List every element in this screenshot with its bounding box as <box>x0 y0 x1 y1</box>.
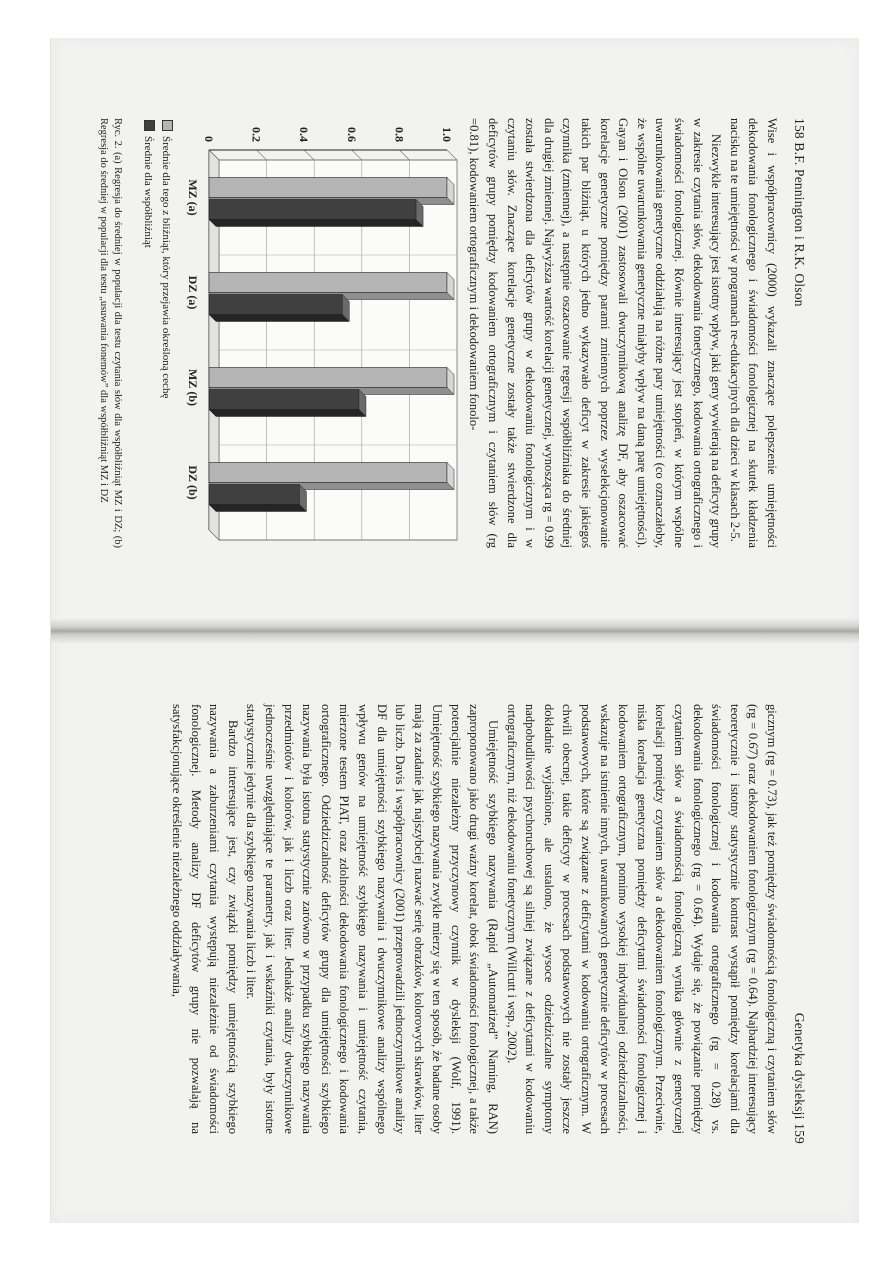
bar-chart <box>169 100 459 560</box>
bar <box>209 178 447 198</box>
y-tick-label: 0.6 <box>344 127 359 142</box>
left-body-text <box>465 118 781 548</box>
book-scan <box>50 38 859 1223</box>
bar-side <box>209 505 306 512</box>
book-spread <box>51 38 859 1223</box>
bar <box>209 200 416 220</box>
left-running-head: 158 B.F. Pennington i R.K. Olson <box>792 118 807 307</box>
legend-swatch-dark <box>144 120 155 131</box>
x-tick-label: DZ (b) <box>186 465 200 500</box>
legend-item-indicated <box>160 120 173 398</box>
bar <box>209 295 342 315</box>
bar <box>209 463 447 483</box>
figure-bar-chart <box>129 100 459 560</box>
x-tick-label: MZ (b) <box>186 369 200 406</box>
bar <box>209 390 359 410</box>
legend-label: Średnie dla współbliźniąt <box>142 136 154 248</box>
x-tick-label: MZ (a) <box>186 179 200 216</box>
legend-label: Średnie dla tego z bliźniąt, który przejawia określoną cechę <box>160 136 172 399</box>
bar-side <box>209 315 349 322</box>
grid-line <box>447 150 457 160</box>
left-page <box>51 58 859 618</box>
bar <box>209 485 299 505</box>
y-tick-label: 0.4 <box>297 127 312 142</box>
legend-item-cotwin <box>142 120 155 248</box>
y-tick-label: 0 <box>202 136 216 142</box>
bar <box>209 368 447 388</box>
y-tick-label: 0.8 <box>392 127 407 142</box>
right-running-head: Genetyka dysleksji 159 <box>792 1012 807 1144</box>
y-tick-label: 0.2 <box>249 127 264 142</box>
right-paragraph: gicznym (rg = 0.73), jak też pomiędzy świadomością fonologiczną i czytaniem słów (rg = 0.67) oraz dekodowaniem fonologicznym (rg = 0.64). Najbardziej interesujący teoretycznie i istotny statystycznie kontrast wystąpił pomiędzy korelacjami dla świadomości fonologicznej i kodowania ortograficznego (rg = 0.28) vs. dekodowania fonologicznego (rg = 0.64). Wydaje się, że powiązanie pomiędzy czytaniem słów a świadomością fonologiczną wynika głównie z genetycznej korelacji pomiędzy czytaniem słów a dekodowaniem fonologicznym. Przeciwnie, niska korelacja genetyczna pomiędzy deficytami świadomości fonologicznej i kodowaniem ortograficznym, pomimo wysokiej indywidualnej odziedziczalności, wskazuje na istnienie innych, uwarunkowanych genetycznie deficytów w procesach podstawowych, które są związane z deficytami w kodowaniu ortograficznym. W chwili obecnej, takie deficyty w procesach podstawowych nie zostały jeszcze dokładnie wyjaśnione, ale ustalono, że wysoce odziedziczalne symptomy nadpobudliwości psychoruchowej są silniej związane z deficytami w kodowaniu ortograficznym, niż dekodowaniu fonetycznym (Willcutt i wsp., 2002). <box>504 704 779 1134</box>
right-paragraph: Umiejętność szybkiego nazywania (Rapid „Automatized” Naming, RAN) zaproponowano jako drugi ważny korelat, obok świadomości fonologicznej, a także potencjalnie niezależny przyczynowy czynnik w dysleksji (Wolf, 1991). Umiejętność szybkiego nazywania zwykle mierzy się w ten sposób, że badane osoby mają za zadanie jak najszybciej nazwać serię obrazków, kolorowych skrawków, liter lub liczb. Davis i współpracownicy (2001) przeprowadzili jednoczynnikowe analizy DF dla umiejętności szybkiego nazywania i dwuczynnikowe analizy wspólnego wpływu genów na umiejętność szybkiego nazywania i umiejętność czytania, mierzone testem PIAT, oraz zdolności dekodowania fonologicznego i kodowania ortograficznego. Odziedziczalność deficytów grupy dla umiejętności szybkiego nazywania była istotna statystycznie zarówno w przypadku szybkiego nazywania przedmiotów i kolorów, jak i liczb oraz liter. Jednakże analizy dwuczynnikowe jednocześnie uwzględniające te parametry, jak i wskaźniki czytania, były istotne statystycznie jedynie dla szybkiego nazywania liczb i liter. <box>244 704 501 1134</box>
left-paragraph: Niezwykle interesujący jest istotny wpływ, jaki geny wywierają na deficyty grupy w zakresie czytania słów, dekodowania fonetycznego, kodowania ortograficznego i świadomości fonologicznej. Równie interesujący jest stopień, w którym wspólne uwarunkowania genetyczne oddziałują na różne pary umiejętności (co oznaczałoby, że wspólne uwarunkowania genetyczne miałyby wpływ na daną parę umiejętności). Gayan i Olson (2001) zastosowali dwuczynnikową analizę DF, aby oszacować korelacje genetyczne pomiędzy parami zmiennych poprzez wyselekcjonowanie takich par bliźniąt, u których jedno wykazywało deficyt w zakresie jakiegoś czynnika (zmiennej), a następnie oszacowanie regresji współbliźniaka do średniej dla drugiej zmiennej. Najwyższa wartość korelacji genetycznej, wynosząca rg = 0.99 została stwierdzona dla deficytów grupy w dekodowaniu fonologicznym i w czytaniu słów. Znaczące korelacje genetyczne zostały także stwierdzone dla deficytów grupy pomiędzy kodowaniem ortograficznym i czytaniem słów (rg =0.81), kodowaniem ortograficznym i dekodowaniem fonolo- <box>467 118 724 548</box>
grid-line <box>257 150 267 160</box>
legend-swatch-light <box>162 120 173 131</box>
bar-side <box>209 410 366 417</box>
grid-line <box>352 150 362 160</box>
right-body-text <box>167 704 781 1134</box>
left-paragraph: Wise i współpracownicy (2000) wykazali znaczące polepszenie umiejętności dekodowania fonologicznego i świadomości fonologicznej na skutek kładzenia nacisku na te umiejętności w programach re-edukacyjnych dla dzieci w klasach 2-5. <box>727 118 779 548</box>
figure-caption: Ryc. 2. (a) Regresja do średniej w populacji dla testu czytania słów dla współbliźniąt MZ i DZ; (b) Regresja do średniej w populacji dla testu „usuwania fonemów” dla współbliźniąt MZ i DZ <box>98 118 123 548</box>
right-page <box>51 644 859 1204</box>
grid-line <box>304 150 314 160</box>
right-paragraph: Bardzo interesujące jest, czy związki pomiędzy umiejętnością szybkiego nazywania a zaburzeniami czytania występują niezależnie od świadomości fonologicznej. Metody analizy DF deficytów grupy nie pozwalają na satysfakcjonujące określenie niezależnego oddziaływania, <box>170 704 240 1134</box>
bar <box>209 273 447 293</box>
bar-side <box>209 220 423 227</box>
book-gutter <box>51 618 859 644</box>
y-tick-label: 1.0 <box>440 127 454 142</box>
x-tick-label: DZ (a) <box>186 275 200 310</box>
grid-line <box>399 150 409 160</box>
